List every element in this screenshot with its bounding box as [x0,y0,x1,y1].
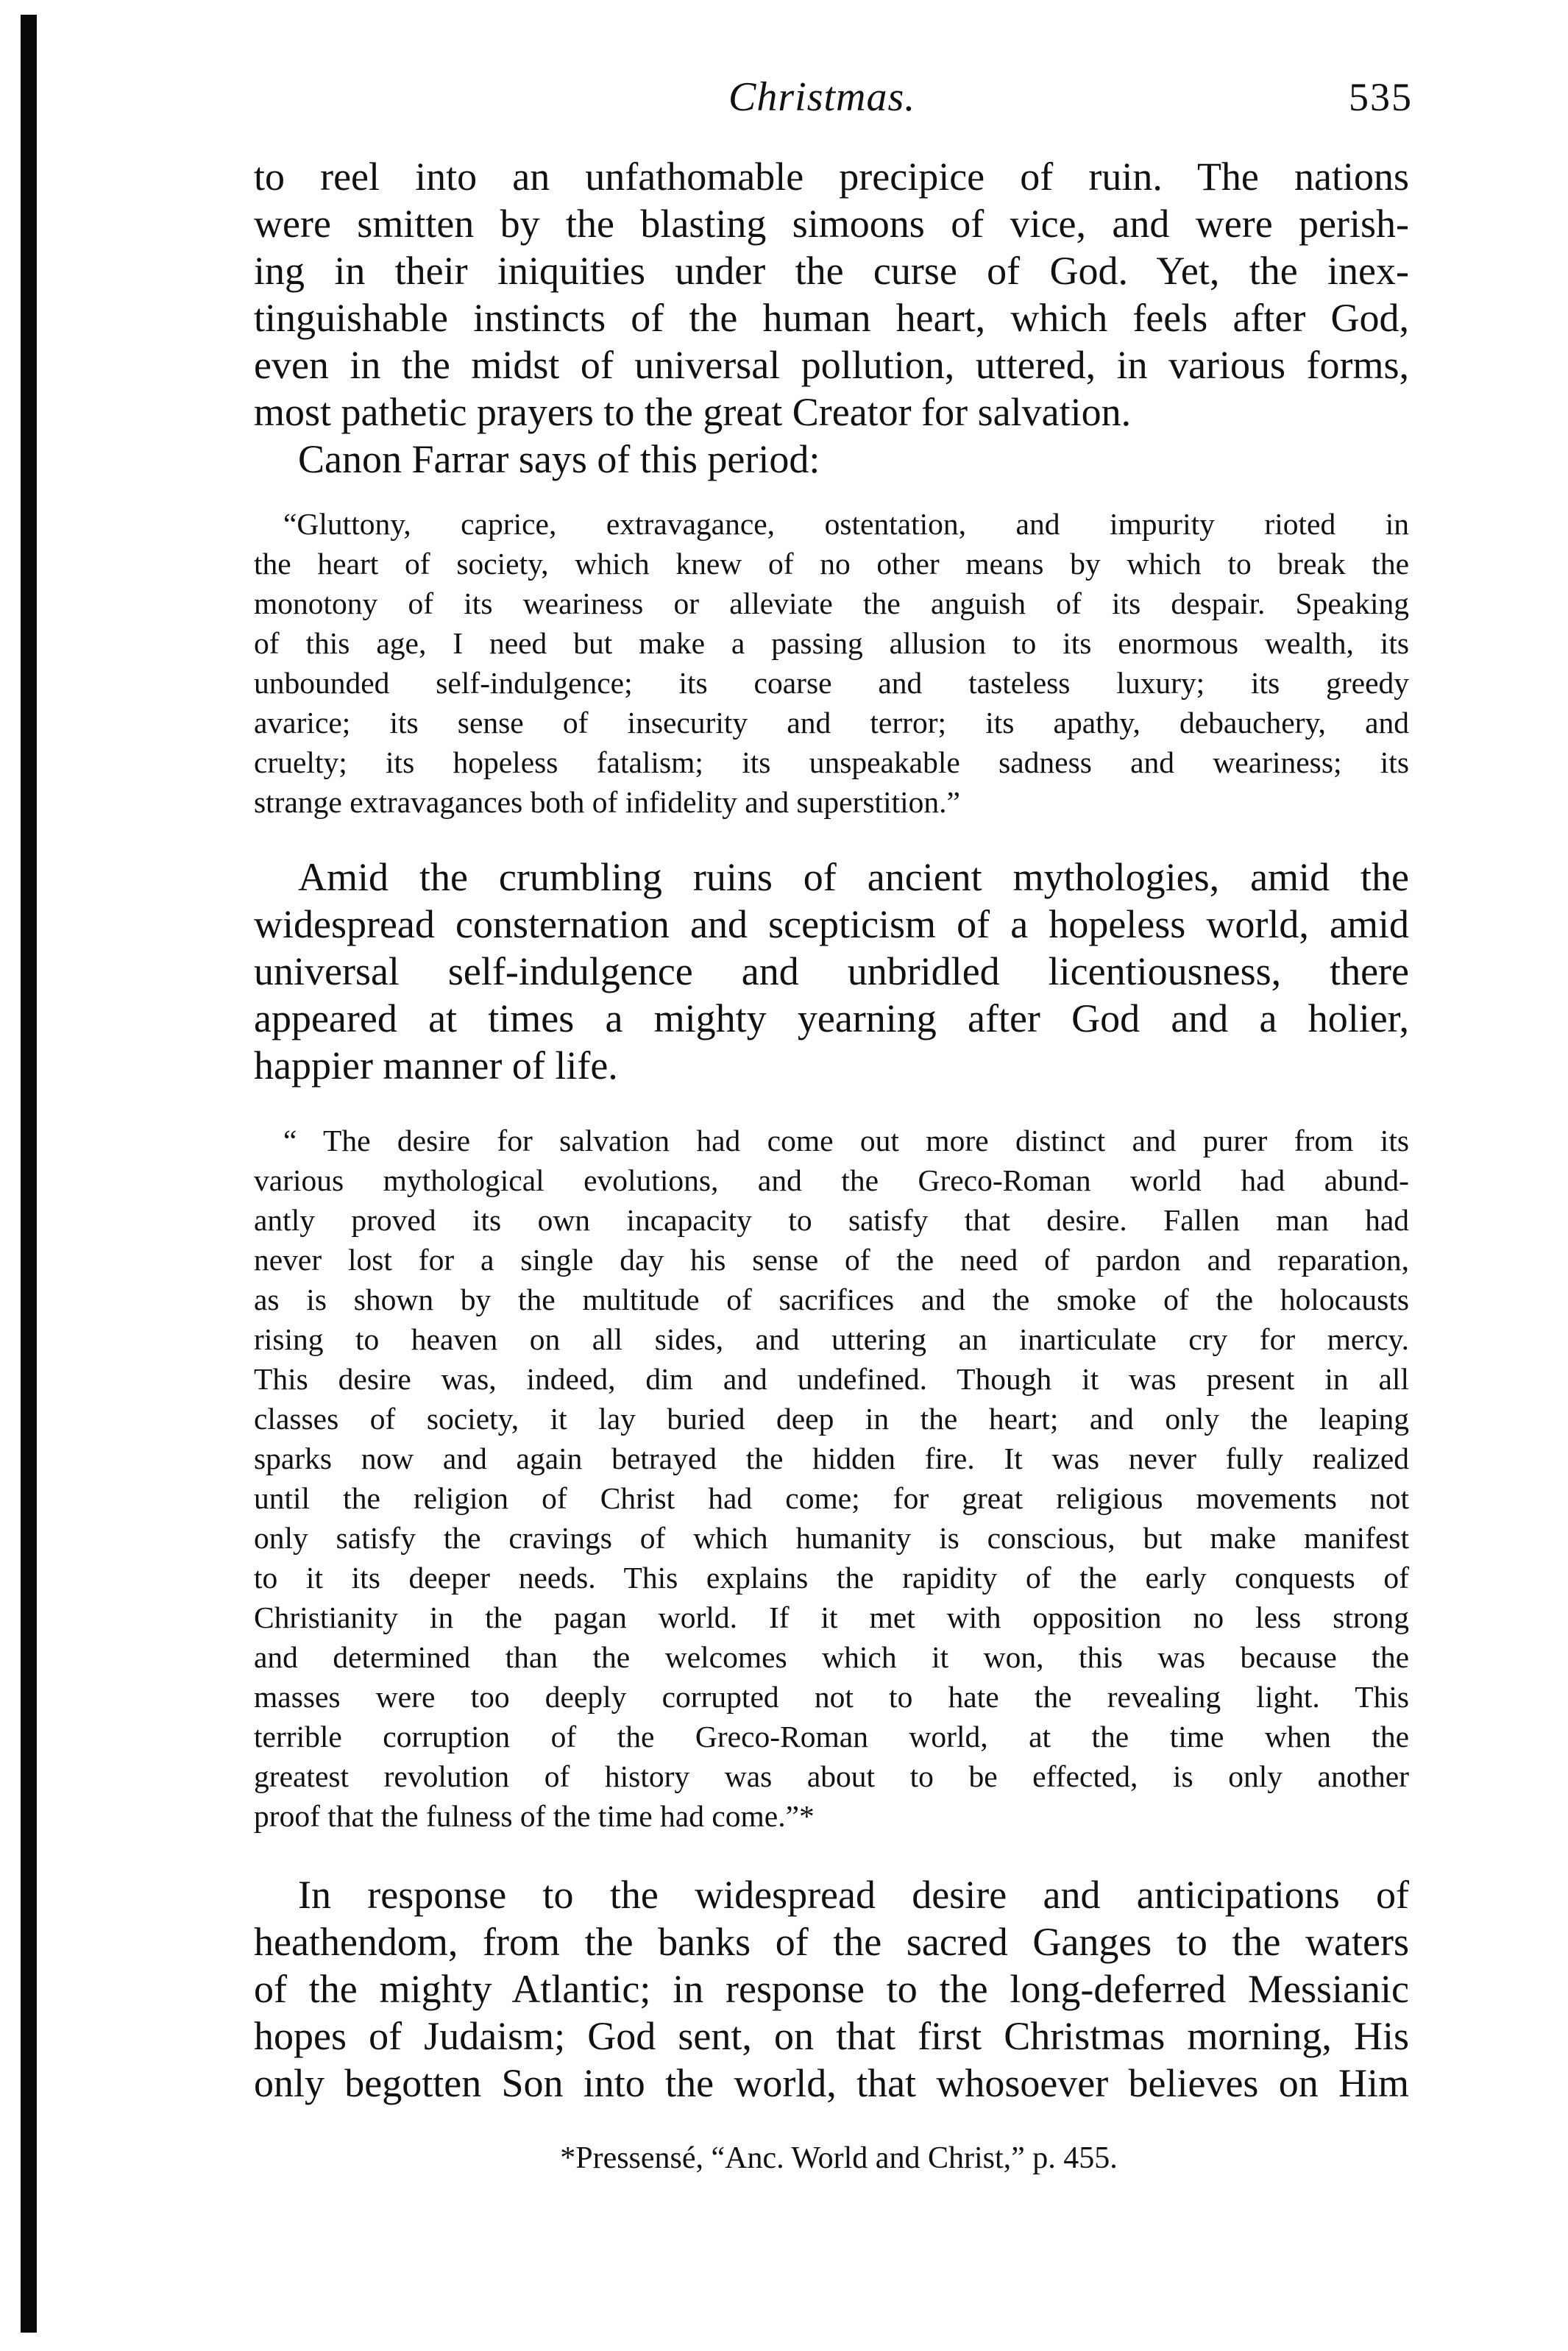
text-line: heathendom, from the banks of the sacred Ganges to the waters [254,1920,1409,1964]
text-line: hopes of Judaism; God sent, on that first Christmas morning, His [254,2014,1409,2058]
text-line: universal self-indulgence and unbridled licentiousness, there [254,949,1409,993]
quote-line: to it its deeper needs. This explains the rapidity of the early conquests of [254,1561,1409,1595]
text-line: happier manner of life. [254,1043,618,1088]
quote-line: classes of society, it lay buried deep in the heart; and only the leaping [254,1402,1409,1436]
quote-line: Christianity in the pagan world. If it met with opposition no less strong [254,1600,1409,1634]
quote-line: cruelty; its hopeless fatalism; its unspeakable sadness and weariness; its [254,745,1409,779]
running-title: Christmas. [728,74,916,120]
quote-line: “ The desire for salvation had come out more distinct and purer from its [283,1124,1409,1157]
text-line: widespread consternation and scepticism of a hopeless world, amid [254,902,1409,946]
text-line: Canon Farrar says of this period: [298,437,820,481]
text-line: tinguishable instincts of the human heart, which feels after God, [254,296,1409,340]
quote-line: strange extravagances both of infidelity and superstition.” [254,785,960,819]
text-line: ing in their iniquities under the curse of God. Yet, the inex- [254,249,1409,293]
quote-line: until the religion of Christ had come; for great religious movements not [254,1481,1409,1515]
text-line: appeared at times a mighty yearning after God and a holier, [254,996,1409,1040]
quote-line: of this age, I need but make a passing allusion to its enormous wealth, its [254,626,1409,660]
quote-line: the heart of society, which knew of no other means by which to break the [254,547,1409,581]
text-line: In response to the widespread desire and anticipations of [298,1873,1409,1917]
text-line: only begotten Son into the world, that whosoever believes on Him [254,2061,1409,2105]
quote-line: This desire was, indeed, dim and undefined. Though it was present in all [254,1362,1409,1396]
page-header [250,68,1427,127]
footnote: *Pressensé, “Anc. World and Christ,” p. 455. [560,2141,1118,2175]
quote-line: and determined than the welcomes which it won, this was because the [254,1640,1409,1674]
text-line: were smitten by the blasting simoons of vice, and were perish- [254,202,1409,246]
text-line: even in the midst of universal pollution, uttered, in various forms, [254,343,1409,387]
quote-line: sparks now and again betrayed the hidden fire. It was never fully realized [254,1442,1409,1475]
quote-line: greatest revolution of history was about to be effected, is only another [254,1759,1409,1793]
quote-line: various mythological evolutions, and the Greco-Roman world had abund- [254,1163,1409,1197]
text-line: Amid the crumbling ruins of ancient mythologies, amid the [298,855,1409,899]
quote-line: as is shown by the multitude of sacrifices and the smoke of the holocausts [254,1283,1409,1316]
quote-line: “Gluttony, caprice, extravagance, ostentation, and impurity rioted in [283,507,1409,541]
quote-line: monotony of its weariness or alleviate the anguish of its despair. Speaking [254,586,1409,620]
page-number: 535 [1349,75,1413,119]
quote-line: antly proved its own incapacity to satisfy that desire. Fallen man had [254,1203,1409,1237]
quote-line: terrible corruption of the Greco-Roman world, at the time when the [254,1720,1409,1754]
quote-line: masses were too deeply corrupted not to hate the revealing light. This [254,1680,1409,1714]
quote-line: only satisfy the cravings of which humanity is conscious, but make manifest [254,1521,1409,1555]
text-line: to reel into an unfathomable precipice of ruin. The nations [254,155,1409,199]
text-line: most pathetic prayers to the great Creator for salvation. [254,390,1132,434]
quote-line: unbounded self-indulgence; its coarse and tasteless luxury; its greedy [254,666,1409,700]
quote-line: never lost for a single day his sense of the need of pardon and reparation, [254,1243,1409,1277]
text-line: of the mighty Atlantic; in response to the long-deferred Messianic [254,1967,1409,2011]
quote-line: avarice; its sense of insecurity and terror; its apathy, debauchery, and [254,706,1409,740]
quote-line: proof that the fulness of the time had come.”* [254,1799,815,1833]
quote-line: rising to heaven on all sides, and uttering an inarticulate cry for mercy. [254,1322,1409,1356]
page-binding-edge [21,15,37,2333]
